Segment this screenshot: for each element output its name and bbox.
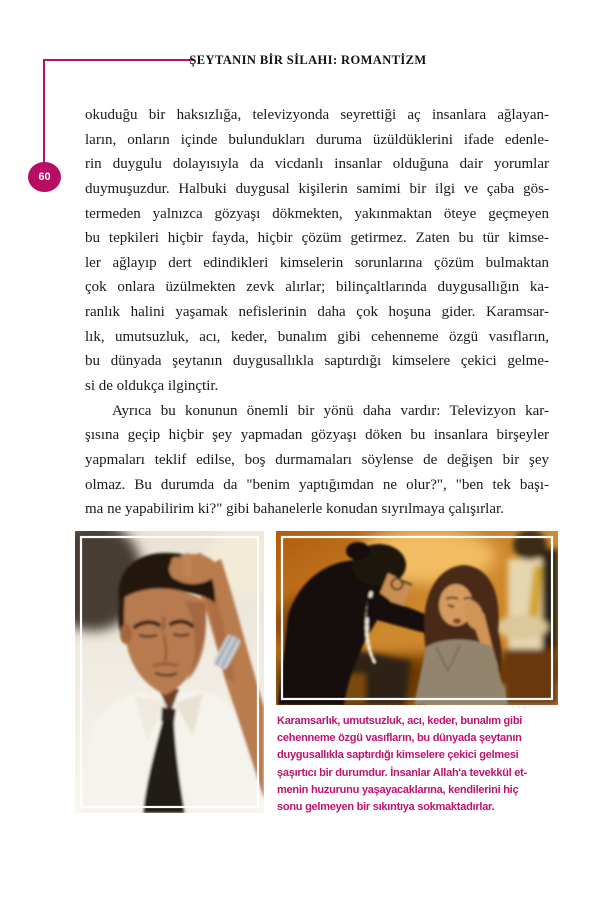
body-line: okuduğu bir haksızlığa, televizyonda seyrettiği aç insanlara ağlayan-	[85, 107, 549, 123]
caption-line: menin huzurunu yaşayacaklarına, kendilerini hiç	[277, 783, 519, 796]
body-line: ler ağlayıp dert edindikleri kimselerin sorunlarına çözüm bulmaktan	[85, 254, 549, 271]
body-line: si de oldukça ilginçtir.	[85, 378, 219, 395]
body-line: olmaz. Bu durumda da "benim yaptığımdan ne olur?", "ben tek başı-	[85, 476, 549, 493]
body-line: bu dünyada şeytanın duygusallıkla saptırdığı kimselere çekici gelme-	[85, 353, 549, 370]
body-line: yapmaları teklif edilse, boş durmamaları söylense de değişen bir şey	[85, 451, 549, 468]
caption-line: duygusallıkla saptırdığı kimselere çekici gelmesi	[277, 749, 519, 762]
body-text	[85, 103, 549, 522]
figure-caption	[277, 713, 558, 816]
page-number-badge	[28, 162, 61, 192]
caption-line: cehenneme özgü vasıfların, bu dünyada şeytanın	[277, 732, 522, 745]
body-line: bu tepkileri hiçbir fayda, hiçbir çözüm getirmez. Zaten bu tür kimse-	[85, 230, 549, 247]
page-number: 60	[38, 171, 51, 183]
caption-line: Karamsarlık, umutsuzluk, acı, keder, bunalım gibi	[277, 715, 523, 727]
body-line: şısına geçip hiçbir şey yapmadan gözyaşı döken bu insanlara birşeyler	[85, 427, 549, 444]
body-line: ma ne yapabilirim ki?" gibi bahanelerle konudan sıyrılmaya çalışırlar.	[85, 501, 504, 518]
photo-women-comforting	[276, 531, 558, 705]
body-line: rin duygulu dolayısıyla da vicdanlı insanlar olduğuna dair yorumlar	[85, 156, 549, 173]
body-line: ranlık halini yaşamak nefislerinin daha çok hoşuna gider. Karamsar-	[85, 304, 549, 321]
body-line: ların, onların içinde bulundukları duruma üzüldüklerini ifade edenle-	[85, 131, 549, 148]
caption-line: şaşırtıcı bir durumdur. İnsanlar Allah'a tevekkül et-	[277, 766, 527, 779]
photo-distressed-man	[75, 531, 264, 813]
header-rule-vertical	[43, 59, 45, 163]
chapter-title: ŞEYTANIN BİR SİLAHI: ROMANTİZM	[189, 53, 427, 67]
caption-line: sonu gelmeyen bir sıkıntıya sokmaktadırlar.	[277, 801, 495, 814]
body-line: lık, umutsuzluk, acı, keder, bunalım gibi cehenneme özgü vasıfların,	[85, 328, 549, 345]
body-line: duymuşuzdur. Halbuki duygusal kişilerin samimi bir ilgi ve çaba gös-	[85, 180, 549, 197]
body-line: çok onlara üzülmekten zevk alırlar; bilinçaltlarında duygusallığın ka-	[85, 279, 549, 296]
body-line: Ayrıca bu konunun önemli bir yönü daha vardır: Televizyon kar-	[112, 402, 549, 419]
body-line: termeden yalnızca gözyaşı dökmekten, yakınmaktan öteye geçmeyen	[85, 205, 549, 222]
